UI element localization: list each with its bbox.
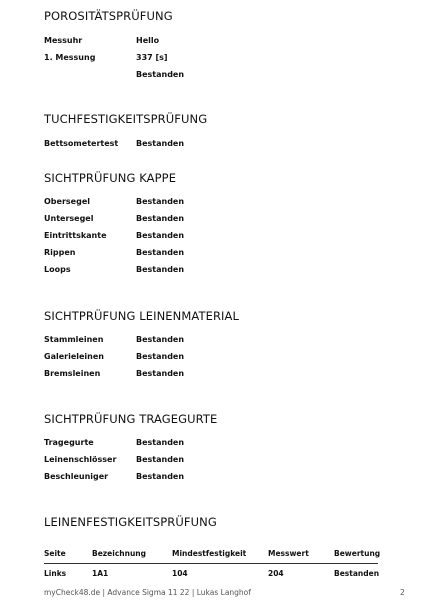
section-title-kappe: SICHTPRÜFUNG KAPPE [44, 171, 177, 185]
section-title-tragegurte: SICHTPRÜFUNG TRAGEGURTE [44, 412, 218, 426]
row-value: Bestanden [136, 335, 185, 344]
row-key: Galerieleinen [44, 352, 104, 361]
row-key: 1. Messung [44, 53, 96, 62]
row-value: Bestanden [136, 214, 185, 223]
row-key: Rippen [44, 248, 76, 257]
section-title-tuchfestigkeit: TUCHFESTIGKEITSPRÜFUNG [44, 112, 208, 126]
column-header-mindestfestigkeit: Mindestfestigkeit [172, 549, 247, 558]
section-title-leinenfestigkeit: LEINENFESTIGKEITSPRÜFUNG [44, 515, 217, 529]
row-key: Bremsleinen [44, 369, 101, 378]
column-header-bezeichnung: Bezeichnung [92, 549, 146, 558]
row-value: Bestanden [136, 139, 185, 148]
row-key: Stammleinen [44, 335, 104, 344]
row-value: Bestanden [136, 369, 185, 378]
row-value: 337 [s] [136, 53, 168, 62]
row-value: Bestanden [136, 352, 185, 361]
column-header-bewertung: Bewertung [334, 549, 381, 558]
table-cell-mindestfestigkeit: 104 [172, 569, 188, 578]
row-value: Bestanden [136, 197, 185, 206]
row-key: Messuhr [44, 36, 83, 45]
row-key: Leinenschlösser [44, 455, 117, 464]
row-value: Bestanden [136, 248, 185, 257]
table-header-divider [44, 563, 378, 564]
row-value: Bestanden [136, 265, 185, 274]
table-cell-bezeichnung: 1A1 [92, 569, 109, 578]
row-value: Hello [136, 36, 160, 45]
row-value: Bestanden [136, 438, 185, 447]
row-key: Bettsometertest [44, 139, 119, 148]
row-key: Untersegel [44, 214, 94, 223]
row-value: Bestanden [136, 455, 185, 464]
row-key: Beschleuniger [44, 472, 109, 481]
row-key: Tragegurte [44, 438, 94, 447]
page-number: 2 [400, 588, 405, 597]
row-value: Bestanden [136, 231, 185, 240]
page-footer: myCheck48.de | Advance Sigma 11 22 | Lukas Langhof [44, 588, 251, 597]
section-title-leinenmaterial: SICHTPRÜFUNG LEINENMATERIAL [44, 309, 240, 323]
column-header-seite: Seite [44, 549, 66, 558]
table-cell-bewertung: Bestanden [334, 569, 380, 578]
table-cell-seite: Links [44, 569, 67, 578]
row-value: Bestanden [136, 70, 185, 79]
section-title-porositaet: POROSITÄTSPRÜFUNG [44, 9, 173, 23]
row-key: Loops [44, 265, 71, 274]
row-key: Obersegel [44, 197, 90, 206]
table-cell-messwert: 204 [268, 569, 284, 578]
row-value: Bestanden [136, 472, 185, 481]
row-key: Eintrittskante [44, 231, 107, 240]
column-header-messwert: Messwert [268, 549, 309, 558]
